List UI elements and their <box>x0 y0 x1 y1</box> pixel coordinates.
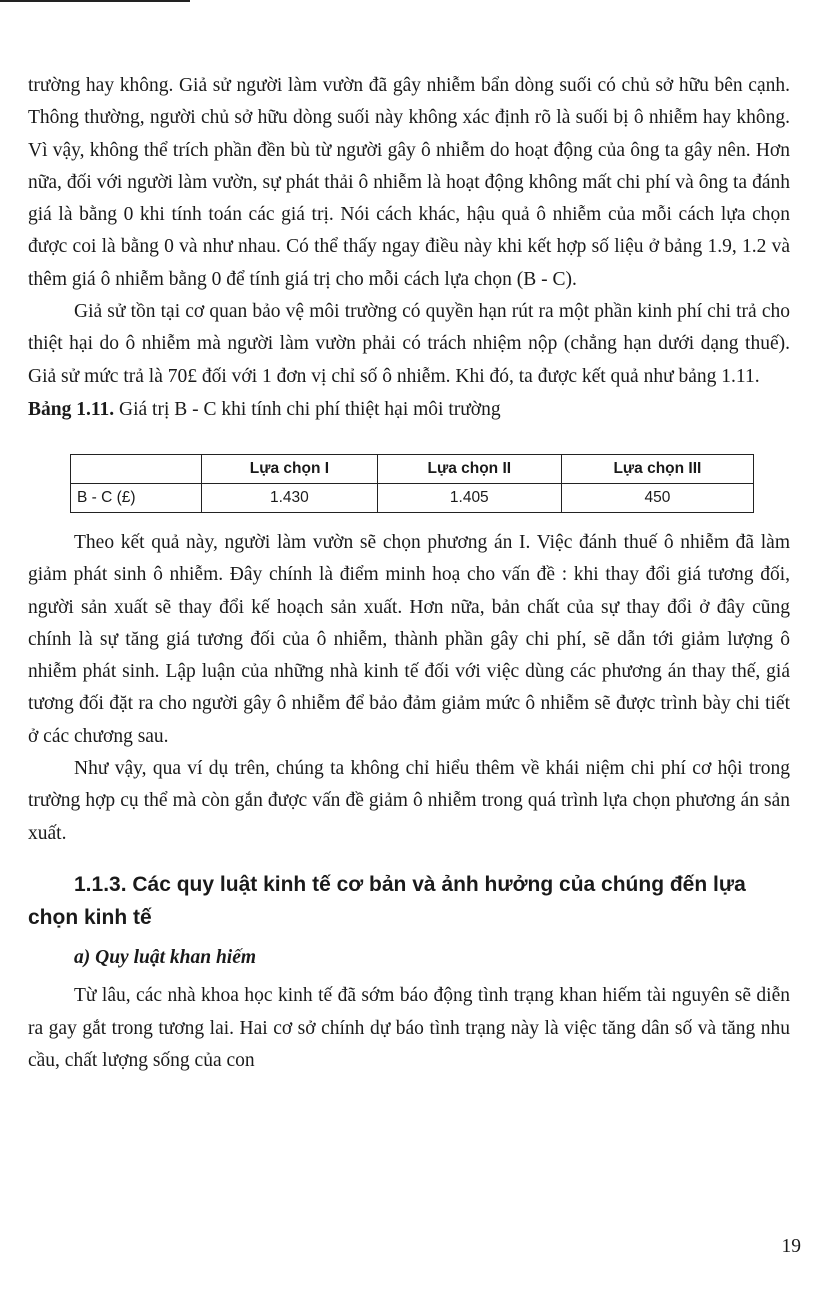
table-header-option-2: Lựa chọn II <box>377 454 561 483</box>
top-rule <box>0 0 190 2</box>
paragraph-3: Theo kết quả này, người làm vườn sẽ chọn phương án I. Việc đánh thuế ô nhiễm đã làm giảm phát sinh ô nhiễm. Đây chính là điểm minh hoạ cho vấn đề : khi thay đổi giá tương đối, người sản xuất sẽ thay đổi kế hoạch sản xuất. Hơn nữa, bản chất của sự thay đổi ở đây cũng chính là sự tăng giá tương đối của ô nhiễm, thành phần gây chi phí, sẽ dẫn tới giảm lượng ô nhiễm phát sinh. Lập luận của những nhà kinh tế đối với việc dùng các phương án thay thế, giá tương đối đặt ra cho người gây ô nhiễm để bảo đảm giảm mức ô nhiễm sẽ được trình bày chi tiết ở các chương sau. <box>28 531 790 747</box>
table-row-label: B - C (£) <box>71 483 202 512</box>
paragraph-2: Giả sử tồn tại cơ quan bảo vệ môi trường có quyền hạn rút ra một phần kinh phí chi trả cho thiệt hại do ô nhiễm mà người làm vườn phải có trách nhiệm nộp (chẳng hạn dưới dạng thuế). Giả sử mức trả là 70£ đối với 1 đơn vị chỉ số ô nhiễm. Khi đó, ta được kết quả như bảng 1.11. <box>28 301 790 387</box>
cost-benefit-table <box>70 454 754 513</box>
table-caption <box>28 394 790 426</box>
table-header-option-3: Lựa chọn III <box>561 454 753 483</box>
paragraph-1: trường hay không. Giả sử người làm vườn đã gây nhiễm bẩn dòng suối có chủ sở hữu bên cạnh. Thông thường, người chủ sở hữu dòng suối này không xác định rõ là suối bị ô nhiễm hay không. Vì vậy, không thể trích phần đền bù từ người gây ô nhiễm do hoạt động của ông ta gây nên. Hơn nữa, đối với người làm vườn, sự phát thải ô nhiễm là hoạt động không mất chi phí và ông ta đánh giá là bằng 0 khi tính toán các giá trị. Nói cách khác, hậu quả ô nhiễm của mỗi cách lựa chọn được coi là bằng 0 và như nhau. Có thể thấy ngay điều này khi kết hợp số liệu ở bảng 1.9, 1.2 và thêm giá ô nhiễm bằng 0 để tính giá trị cho mỗi cách lựa chọn (B - C). <box>28 75 790 290</box>
table-cell-option-1: 1.430 <box>202 483 378 512</box>
table-row <box>71 483 754 512</box>
subheading: a) Quy luật khan hiếm <box>74 946 257 968</box>
section-heading: 1.1.3. Các quy luật kinh tế cơ bản và ảnh hưởng của chúng đến lựa chọn kinh tế <box>28 872 746 929</box>
table-caption-label: Bảng 1.11. <box>28 398 115 420</box>
table-caption-text: Giá trị B - C khi tính chi phí thiệt hại môi trường <box>114 398 501 420</box>
page-number: 19 <box>781 1236 801 1257</box>
table-header-row <box>71 454 754 483</box>
paragraph-5: Từ lâu, các nhà khoa học kinh tế đã sớm báo động tình trạng khan hiếm tài nguyên sẽ diễn ra gay gắt trong tương lai. Hai cơ sở chính dự báo tình trạng này là việc tăng dân số và tăng nhu cầu, chất lượng sống của con <box>28 985 790 1071</box>
table-header-empty <box>71 454 202 483</box>
page-content <box>28 70 790 1077</box>
table-header-option-1: Lựa chọn I <box>202 454 378 483</box>
paragraph-4: Như vậy, qua ví dụ trên, chúng ta không chỉ hiểu thêm về khái niệm chi phí cơ hội trong trường hợp cụ thể mà còn gắn được vấn đề giảm ô nhiễm trong quá trình lựa chọn phương án sản xuất. <box>28 758 790 844</box>
table-cell-option-2: 1.405 <box>377 483 561 512</box>
table-cell-option-3: 450 <box>561 483 753 512</box>
